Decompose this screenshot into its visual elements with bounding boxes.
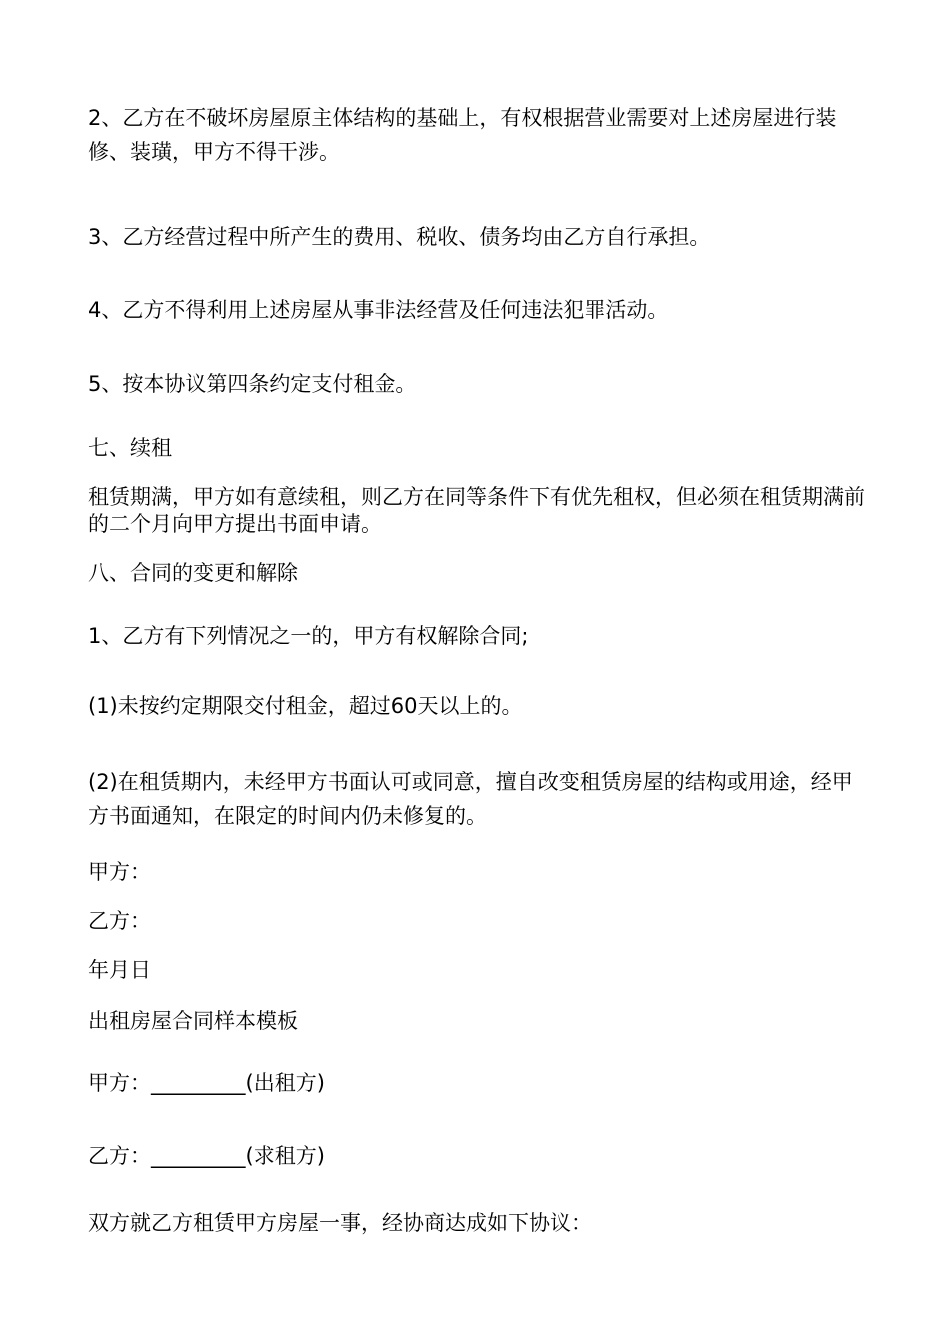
renewal-text: 租赁期满，甲方如有意续租，则乙方在同等条件下有优先租权，但必须在租赁期满前的二个月向甲方提出书面申请。 [88, 485, 865, 536]
party-b-signature: 乙方： [88, 909, 151, 933]
clause-2-decoration: 2、乙方在不破坏房屋原主体结构的基础上，有权根据营业需要对上述房屋进行装修、装璜，甲方不得干涉。 [88, 106, 837, 164]
clause-5-rent: 5、按本协议第四条约定支付租金。 [88, 372, 417, 396]
clause-4-illegal: 4、乙方不得利用上述房屋从事非法经营及任何违法犯罪活动。 [88, 298, 669, 322]
agreement-intro: 双方就乙方租赁甲方房屋一事，经协商达成如下协议： [88, 1211, 592, 1235]
date-line: 年月日 [88, 958, 151, 982]
party-b-lessee: 乙方：_________(求租方) [88, 1144, 325, 1168]
template-title: 出租房屋合同样本模板 [88, 1009, 298, 1033]
party-a-signature: 甲方： [88, 860, 151, 884]
termination-item-2: (2)在租赁期内，未经甲方书面认可或同意，擅自改变租赁房屋的结构或用途，经甲方书面通知，在限定的时间内仍未修复的。 [88, 770, 853, 828]
termination-item-1: (1)未按约定期限交付租金，超过60天以上的。 [88, 694, 523, 718]
section-8-heading: 八、合同的变更和解除 [88, 561, 298, 585]
party-a-lessor: 甲方：_________(出租方) [88, 1071, 325, 1095]
section-7-heading: 七、续租 [88, 436, 172, 460]
termination-clause-1: 1、乙方有下列情况之一的，甲方有权解除合同; [88, 624, 529, 648]
clause-3-expenses: 3、乙方经营过程中所产生的费用、税收、债务均由乙方自行承担。 [88, 225, 711, 249]
